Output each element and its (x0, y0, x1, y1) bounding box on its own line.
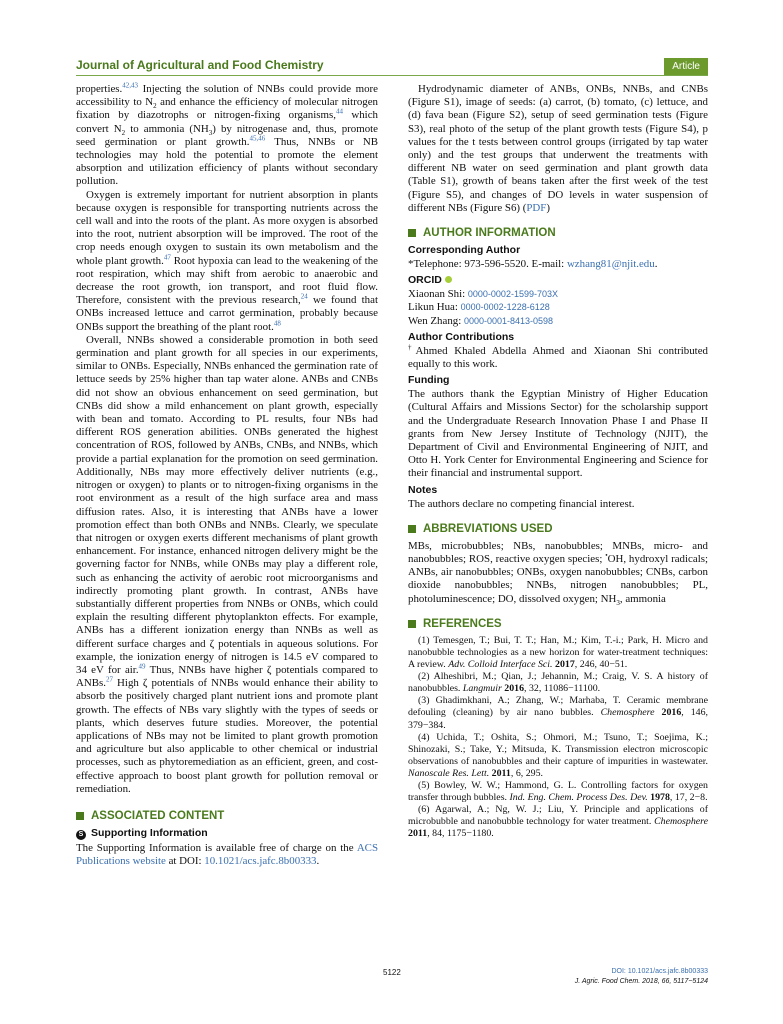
citation[interactable]: 49 (138, 662, 146, 671)
left-column (76, 83, 378, 868)
doi-link[interactable]: 10.1021/acs.jafc.8b00333 (204, 855, 317, 868)
orcid-link[interactable]: 0000-0002-1599-703X (467, 289, 558, 300)
reference-item: (1) Temesgen, T.; Bui, T. T.; Han, M.; Kim, T.-i.; Park, H. Micro and nanobubble technologies as a new horizon for water-treatment techniques: A review. Adv. Colloid Interface Sci. 2017, 246, 40−51. (408, 634, 708, 671)
abbreviations-text: MBs, microbubbles; NBs, nanobubbles; MNBs, micro- and nanobubbles; ROS, reactive oxygen species; •OH, hydroxyl radicals; ANBs, air nanobubbles; ONBs, oxygen nanobubbles; CNBs, carbon dioxide nanobubbles; NNBs, nitrogen nanobubbles; PL, photoluminescence; DO, dissolved oxygen; $NH_3$, ammonia (408, 539, 708, 607)
section-associated-content: ASSOCIATED CONTENT (76, 810, 378, 822)
citation[interactable]: 27 (105, 675, 113, 684)
reference-item: (5) Bowley, W. W.; Hammond, G. L. Controlling factors for oxygen transfer through bubbles. Ind. Eng. Chem. Process Des. Dev. 1978, 17, 2−8. (408, 780, 708, 804)
funding-text: The authors thank the Egyptian Ministry of Higher Education (Cultural Affairs and Missions Sector) for the scholarship support and the Undergraduate Research Innovation Phase I and Phase II grants from New Jersey Institute of Technology (NJIT), the Department of Civil and Environmental Engineering of NJIT, and Otto H. York Center for Environmental Engineering and Science for their financial and instrumental support. (408, 388, 708, 480)
footer-doi-link[interactable]: DOI: 10.1021/acs.jafc.8b00333 (611, 968, 708, 975)
supporting-info-text: The Supporting Information is available free of charge on the ACS Publications website at DOI: 10.1021/acs.jafc.8b00333. (76, 841, 378, 868)
orcid-entry: Likun Hua: 0000-0002-1228-6128 (408, 301, 550, 314)
paragraph-oxygen: Oxygen is extremely important for nutrient absorption in plants because oxygen is responsible for transporting nutrients across the cell wall and into the roots of the plant. As more oxygen is absorbed into the root, nutrient absorption will be improved. The root of the crop needs enough oxygen to sustain its own metabolism and the whole plant growth.$^{47}$ Root hypoxia can lead to the weakening of the root respiration, which may shift from aerobic to anaerobic and decrease the root growth, ion transport, and root fluid flow. Therefore, consistent with the previous research,$^{24}$ we found that ONBs increased lettuce and carrot germination, probably because ONBs support the breathing of the plant root.$^{48}$ (76, 188, 378, 333)
email-link[interactable]: wzhang81@njit.edu (566, 258, 655, 271)
reference-item: (4) Uchida, T.; Oshita, S.; Ohmori, M.; Tsuno, T.; Soejima, K.; Shinozaki, S.; Take, Y.; Mitsuda, K. Transmission electron microscopic observations of nanobubbles and their capture of impurities in wastewater. Nanoscale Res. Lett. 2011, 6, 295. (408, 731, 708, 779)
supporting-info-icon: S (76, 830, 86, 840)
section-square-icon (408, 620, 416, 628)
citation[interactable]: 42,43 (122, 81, 139, 90)
footer-citation (575, 967, 708, 987)
reference-item: (6) Agarwal, A.; Ng, W. J.; Liu, Y. Principle and applications of microbubble and nanobubble technology for water treatment. Chemosphere 2011, 84, 1175−1180. (408, 804, 708, 840)
citation[interactable]: 48 (273, 319, 281, 328)
citation[interactable]: 45,46 (249, 134, 266, 143)
supporting-info-list: Hydrodynamic diameter of ANBs, ONBs, NNBs, and CNBs (Figure S1), image of seeds: (a) carrot, (b) tomato, (c) lettuce, and (d) fava bean (Figure S2), setup of seed germination tests (Figure S3), real photo of the setup of the plant growth tests (Figure S4), p values for the t tests between control groups (irrigated by tap water only) and the test groups that underwent the treatments with different NB water on seed germination and plant growth data (Table S1), growth of beans taken after the first week of the test (Figure S5), and changes of DO levels in water suspension of different NBs (Figure S6) (PDF) (408, 83, 708, 214)
author-contributions-heading: Author Contributions (408, 330, 515, 343)
right-column (408, 83, 708, 840)
orcid-entry: Xiaonan Shi: 0000-0002-1599-703X (408, 288, 558, 301)
reference-item: (3) Ghadimkhani, A.; Zhang, W.; Marhaba, T. Ceramic membrane defouling (cleaning) by air nano bubbles. Chemosphere 2016, 146, 379−384. (408, 695, 709, 731)
footer-journal-citation: J. Agric. Food Chem. 2018, 66, 5117−5124 (574, 978, 708, 985)
journal-title: Journal of Agricultural and Food Chemistry (76, 58, 324, 72)
page-number: 5122 (383, 968, 401, 977)
section-square-icon (76, 812, 84, 820)
paragraph-nitrogen-fixation: properties.$^{42,43}$ Injecting the solution of NNBs could provide more accessibility to $N_2$ and enhance the efficiency of molecular nitrogen fixation by diazotrophs or nitrogen-fixing organisms,$^{44}$ which convert $N_2$ to ammonia $(NH_3)$ by nitrogenase and, thus, promote seed germination or plant growth.$^{45,46}$ Thus, NNBs or NB technologies may hold the potential to promote the element absorption and utilization efficiency of plants without secondary pollution. (76, 81, 378, 188)
orcid-link[interactable]: 0000-0001-8413-0598 (463, 315, 554, 326)
paragraph-overall: Overall, NNBs showed a considerable promotion in both seed germination and plant growth for all species in our experiments, similar to ONBs. Especially, NNBs enhanced the germination rate of lettuce seeds by 25% higher than tap water alone. ANBs and CNBs did not show an obvious enhancement on seed germination, but CNBs did show a mild enhancement on plant growth, especially with bean and tomato. According to PL results, four NBs had different ROS generation abilities. ONBs generated the highest concentration of ROS, followed by ANBs, CNBs, and NNBs, which provide a partial explanation for the promotion on seed germination. Additionally, NBs may more effectively deliver nutrients (e.g., nitrogen or oxygen) to plants or to nitrogen-fixing organisms in the root environment as a result of the high surface area and mass diffusion rates. Also, it is interesting that ANBs have a lower promotion effect than both ONBs and NNBs. Clearly, we speculate that nitrogen or oxygen exerts different mechanisms of plant growth enhancement. For instance, enhanced nitrogen delivery might be the governing factor for NNBs, while ONBs may play a different role, such as enhancing the activity of aerobic root microorganisms and indirectly promoting plant growth. In contrast, ANBs have substantially different properties from NNBs or ONBs, which could explain the resulting different phytoplankton effects. For example, ANBs has a different ionization energy than NNBs as well as different surface charges and ζ potentials in aqueous solutions. For example, the ionization energy of nitrogen is 14.5 eV compared to 34 eV for air.$^{49}$ Thus, NNBs have higher ζ potentials compared to ANBs.$^{27}$ High ζ potentials of NNBs would enhance their ability to absorb the positively charged plant nutrient ions and promote plant growth. The effects of NBs vary slightly with the types of seeds or plants, which deserves future studies. Moreover, the potential applications of NBs may not be limited to plant growth promotion and agriculture but also applicable to other chemical or industrial processes, such as phytoremediation as an efficient, green, and cost-effective approach to boost plant growth for pollution removal or remediation. (76, 333, 378, 795)
section-square-icon (408, 525, 416, 533)
pdf-link[interactable]: PDF (526, 201, 547, 214)
orcid-heading: ORCID (408, 274, 708, 286)
citation[interactable]: 44 (335, 107, 343, 116)
header-rule (76, 75, 708, 76)
section-author-information: AUTHOR INFORMATION (408, 227, 708, 239)
citation[interactable]: 24 (300, 292, 308, 301)
citation[interactable]: 47 (163, 253, 171, 262)
notes-text: The authors declare no competing financial interest. (408, 497, 635, 510)
section-references: REFERENCES (408, 618, 708, 630)
article-type-badge: Article (664, 58, 708, 75)
reference-item: (2) Alheshibri, M.; Qian, J.; Jehannin, M.; Craig, V. S. A history of nanobubbles. Langmuir 2016, 32, 11086−11100. (408, 671, 708, 695)
section-abbreviations: ABBREVIATIONS USED (408, 523, 708, 535)
corresponding-author-text: *Telephone: 973-596-5520. E-mail: wzhang81@njit.edu. (408, 258, 658, 271)
supporting-info-heading: S Supporting Information (76, 827, 378, 840)
notes-heading: Notes (408, 483, 438, 496)
corresponding-author-heading: Corresponding Author (408, 244, 521, 257)
page-header (76, 58, 708, 76)
orcid-link[interactable]: 0000-0002-1228-6128 (460, 302, 550, 313)
orcid-icon (445, 276, 452, 283)
section-square-icon (408, 229, 416, 237)
orcid-entry: Wen Zhang: 0000-0001-8413-0598 (408, 314, 554, 327)
author-contributions-text: †Ahmed Khaled Abdella Ahmed and Xiaonan Shi contributed equally to this work. (408, 343, 708, 371)
acs-website-link[interactable]: ACS Publications website (76, 841, 378, 868)
funding-heading: Funding (408, 374, 450, 387)
